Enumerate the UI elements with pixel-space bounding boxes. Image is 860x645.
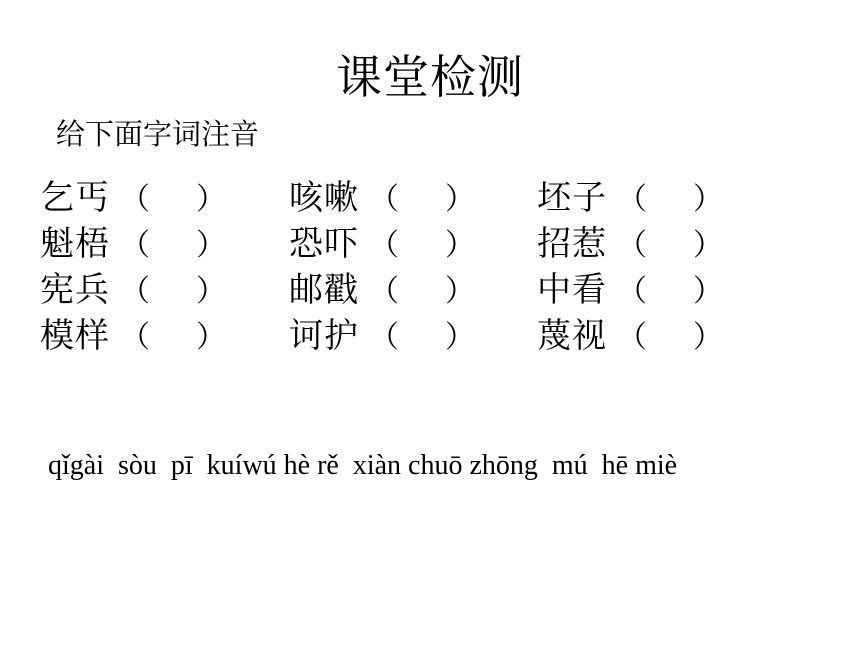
word-item [537,176,723,222]
word-text: 恐吓 [289,226,359,263]
word-text: 宪兵 [40,272,110,309]
word-text: 中看 [537,272,607,309]
word-row [40,268,840,314]
open-paren: （ [120,229,150,262]
word-text: 诃护 [289,318,359,355]
close-paren: ） [196,275,226,308]
word-item [289,222,475,268]
word-item [40,314,226,360]
open-paren: （ [120,321,150,354]
open-paren: （ [617,321,647,354]
word-item [289,176,475,222]
word-item [40,268,226,314]
open-paren: （ [120,183,150,216]
close-paren: ） [196,229,226,262]
open-paren: （ [617,229,647,262]
slide-title: 课堂检测 [336,52,524,103]
open-paren: （ [369,183,399,216]
word-item [40,222,226,268]
close-paren: ） [445,229,475,262]
word-item [537,314,723,360]
close-paren: ） [445,275,475,308]
word-row [40,176,840,222]
word-item [289,314,475,360]
word-item [537,222,723,268]
close-paren: ） [445,183,475,216]
word-item [40,176,226,222]
word-item [289,268,475,314]
word-text: 魁梧 [40,226,110,263]
close-paren: ） [445,321,475,354]
word-text: 乞丐 [40,180,110,217]
word-text: 坯子 [537,180,607,217]
word-text: 蔑视 [537,318,607,355]
open-paren: （ [369,229,399,262]
pinyin-answers: qǐgài sòu pī kuíwú hè rě xiàn chuō zhōng mú hē miè [48,450,678,481]
close-paren: ） [693,275,723,308]
word-item [537,268,723,314]
word-row [40,222,840,268]
open-paren: （ [369,275,399,308]
instruction-text: 给下面字词注音 [56,117,260,151]
close-paren: ） [693,229,723,262]
word-text: 邮戳 [289,272,359,309]
close-paren: ） [196,321,226,354]
word-row [40,314,840,360]
open-paren: （ [369,321,399,354]
close-paren: ） [693,321,723,354]
word-text: 模样 [40,318,110,355]
open-paren: （ [617,183,647,216]
word-text: 招惹 [537,226,607,263]
close-paren: ） [693,183,723,216]
close-paren: ） [196,183,226,216]
open-paren: （ [120,275,150,308]
open-paren: （ [617,275,647,308]
word-text: 咳嗽 [289,180,359,217]
word-grid [40,176,840,360]
